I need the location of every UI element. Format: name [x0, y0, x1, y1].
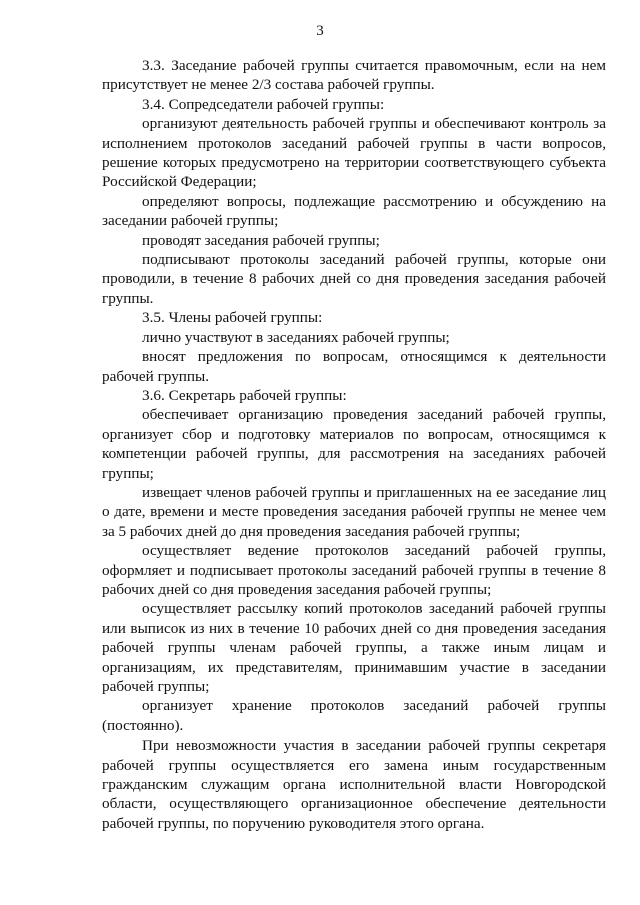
paragraph-cochairs-organize: организуют деятельность рабочей группы и обеспечивают контроль за исполнением протоколов заседаний рабочей группы в части вопросов, решение которых предусмотрено на территории соответствующего субъекта Российской Федерации; [102, 115, 606, 191]
paragraph-secretary-replacement: При невозможности участия в заседании рабочей группы секретаря рабочей группы осуществляется его замена иным государственным гражданским служащим органа исполнительной власти Новгородской области, осуществляющего организационное обеспечение деятельности рабочей группы, по поручению руководителя этого органа. [102, 737, 606, 832]
paragraph-members-participate: лично участвуют в заседаниях рабочей группы; [142, 328, 450, 346]
page-number: 3 [316, 23, 324, 39]
paragraph-cochairs-define: определяют вопросы, подлежащие рассмотрению и обсуждению на заседании рабочей группы; [102, 192, 606, 230]
paragraph-cochairs-sign: подписывают протоколы заседаний рабочей группы, которые они проводили, в течение 8 рабочих дней со дня проведения заседания рабочей группы. [102, 251, 606, 307]
document-body [102, 56, 606, 833]
paragraph-secretary-organize: обеспечивает организацию проведения заседаний рабочей группы, организует сбор и подготовку материалов по вопросам, относящимся к компетенции рабочей группы, для рассмотрения на заседаниях рабочей группы; [102, 406, 606, 482]
paragraph-secretary-storage: организует хранение протоколов заседаний рабочей группы (постоянно). [102, 697, 606, 734]
paragraph-members-propose: вносят предложения по вопросам, относящимся к деятельности рабочей группы. [102, 348, 606, 385]
paragraph-3-5-heading: 3.5. Члены рабочей группы: [142, 309, 323, 327]
paragraph-3-6-heading: 3.6. Секретарь рабочей группы: [142, 386, 347, 404]
paragraph-secretary-distribute: осуществляет рассылку копий протоколов заседаний рабочей группы или выписок из них в течение 10 рабочих дней со дня проведения заседания рабочей группы членам рабочей группы, а также иным лицам и организациям, их представителям, принимавшим участие в заседании рабочей группы; [102, 600, 606, 695]
paragraph-3-4-heading: 3.4. Сопредседатели рабочей группы: [142, 95, 385, 113]
paragraph-secretary-minutes: осуществляет ведение протоколов заседаний рабочей группы, оформляет и подписывает протоколы заседаний рабочей группы в течение 8 рабочих дней со дня проведения заседания рабочей группы; [102, 542, 606, 598]
paragraph-3-3: 3.3. Заседание рабочей группы считается правомочным, если на нем присутствует не менее 2/3 состава рабочей группы. [102, 57, 606, 94]
paragraph-secretary-notify: извещает членов рабочей группы и приглашенных на ее заседание лиц о дате, времени и месте проведения заседания рабочей группы не менее чем за 5 рабочих дней до дня проведения заседания рабочей группы; [102, 483, 606, 540]
paragraph-cochairs-conduct: проводят заседания рабочей группы; [142, 231, 380, 249]
